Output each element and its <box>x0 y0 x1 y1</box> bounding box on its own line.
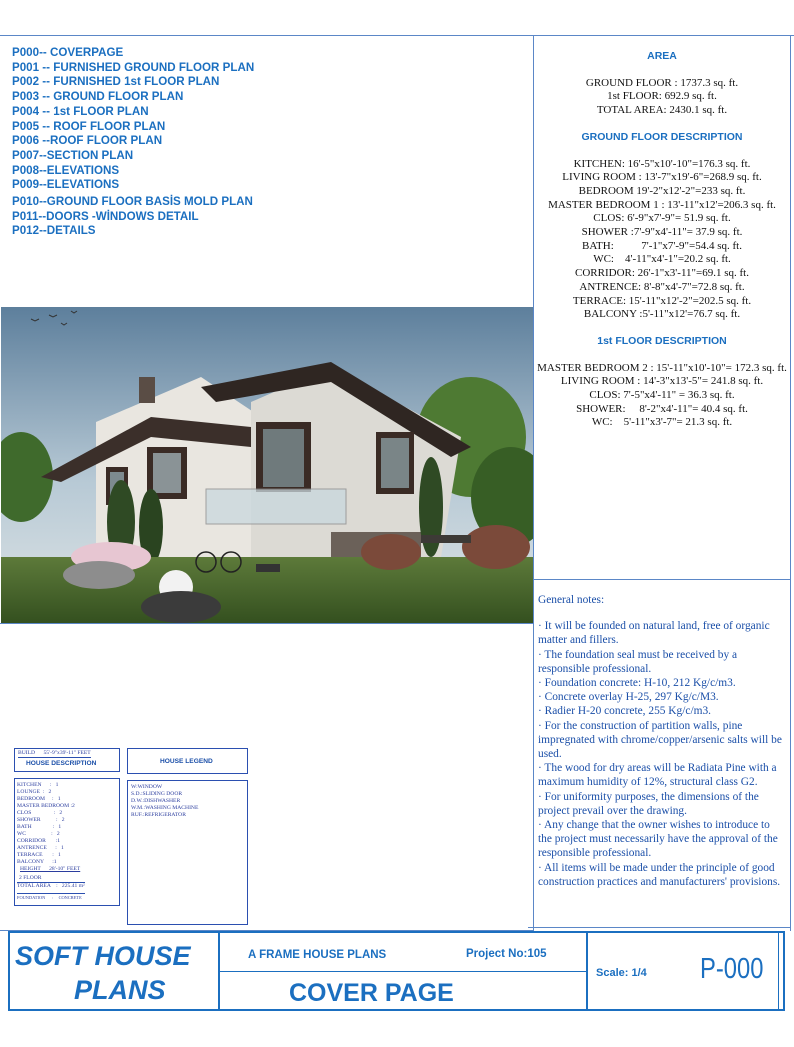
ground-floor-line: BALCONY :5'-11"x12'=76.7 sq. ft. <box>583 308 741 321</box>
sheet-index-item: P000-- COVERPAGE <box>12 46 124 59</box>
ground-floor-line: WC: 4'-11"x4'-1"=20.2 sq. ft. <box>593 253 731 266</box>
first-floor-line: MASTER BEDROOM 2 : 15'-11"x10'-10"= 172.3 sq. ft. <box>537 361 787 374</box>
sheet-index-item: P002 -- FURNISHED 1st FLOOR PLAN <box>12 75 220 89</box>
description-row: CLOS : 2 <box>17 810 63 816</box>
area-line: GROUND FLOOR : 1737.3 sq. ft. <box>585 76 739 89</box>
ground-floor-line: BEDROOM 19'-2"x12'-2"=233 sq. ft. <box>578 184 746 197</box>
house-description-header <box>14 748 120 772</box>
divider-notes <box>533 579 791 580</box>
ground-floor-line: CORRIDOR: 26'-1"x3'-11"=69.1 sq. ft. <box>575 267 749 280</box>
ground-floor-line: LIVING ROOM : 13'-7"x19'-6"=268.9 sq. ft. <box>562 171 762 184</box>
first-floor-line: LIVING ROOM : 14'-3"x13'-5"= 241.8 sq. ft. <box>560 375 764 388</box>
floors-row: 2 FLOOR <box>19 875 42 881</box>
first-floor-line: WC: 5'-11"x3'-7"= 21.3 sq. ft. <box>591 416 733 429</box>
project-name: A FRAME HOUSE PLANS <box>248 949 387 961</box>
scale-label: Scale: 1/4 <box>596 967 647 979</box>
first-floor-line: SHOWER: 8'-2"x4'-11"= 40.4 sq. ft. <box>576 402 748 415</box>
brand-line-2: PLANS <box>74 975 166 1005</box>
brand-line-1: SOFT HOUSE <box>15 941 191 971</box>
house-description-heading: HOUSE DESCRIPTION <box>26 760 97 767</box>
description-row: MASTER BEDROOM :2 <box>17 803 75 809</box>
sheet-index <box>12 46 254 239</box>
house-legend-heading: HOUSE LEGEND <box>160 758 213 765</box>
legend-row: W.M.:WASHING MACHINE <box>131 805 199 811</box>
ground-floor-line: TERRACE: 15'-11"x12'-2"=202.5 sq. ft. <box>572 294 752 307</box>
legend-row: S.D.:SLIDING DOOR <box>131 791 183 797</box>
general-notes <box>538 593 784 889</box>
note-item: · Radier H-20 concrete, 255 Kg/c/m3. <box>538 705 712 718</box>
frame-top <box>0 35 794 36</box>
note-item: · For uniformity purposes, the dimensions of the project prevail over the drawing. <box>538 790 759 817</box>
house-description-table <box>14 778 120 906</box>
divider-photo-bottom <box>0 623 534 624</box>
divider-notes-bottom <box>528 927 791 928</box>
legend-row: D.W.:DISHWASHER <box>131 798 181 804</box>
build-size: BUILD 55'-9"x39'-11" FEET <box>18 750 91 756</box>
title-block-divider <box>220 971 586 972</box>
ground-floor-line: BATH: 7'-1"x7'-9"=54.4 sq. ft. <box>581 239 742 252</box>
note-item: · Any change that the owner wishes to introduce to the project must necessarily have the approval of the responsible professional. <box>538 819 778 860</box>
ground-floor-line: KITCHEN: 16'-5"x10'-10"=176.3 sq. ft. <box>573 157 751 170</box>
sheet-index-item: P012--DETAILS <box>12 224 96 238</box>
sheet-index-item: P009--ELEVATIONS <box>12 178 120 192</box>
description-row: TERRACE : 1 <box>17 852 61 858</box>
area-panel <box>533 50 791 430</box>
sheet-index-item: P004 -- 1st FLOOR PLAN <box>12 104 149 118</box>
sheet-index-item: P001 -- FURNISHED GROUND FLOOR PLAN <box>12 60 255 74</box>
sheet-index-item: P003 -- GROUND FLOOR PLAN <box>12 90 184 104</box>
description-row: BATH : 1 <box>17 824 62 830</box>
area-heading: AREA <box>647 50 677 62</box>
description-row: BEDROOM : 1 <box>17 796 61 802</box>
description-row: CORRIDOR :1 <box>17 838 61 844</box>
first-floor-line: CLOS: 7'-5"x4'-11" = 36.3 sq. ft. <box>589 389 735 402</box>
foundation-row: FOUNDATION : CONCRETE <box>17 893 85 901</box>
title-block <box>8 931 785 1011</box>
note-item: · The wood for dry areas will be Radiata Pine with a maximum humidity of 12%, structural class G2. <box>538 762 777 789</box>
description-row: WC : 2 <box>17 831 60 837</box>
ground-floor-line: MASTER BEDROOM 1 : 13'-11"x12'=206.3 sq. ft. <box>548 198 776 211</box>
ground-floor-line: SHOWER :7'-9"x4'-11"= 37.9 sq. ft. <box>581 226 743 239</box>
note-item: · It will be founded on natural land, free of organic matter and fillers. <box>538 620 770 647</box>
note-item: · Foundation concrete: H-10, 212 Kg/c/m3. <box>538 677 736 690</box>
sheet-index-item: P011--DOORS -WİNDOWS DETAIL <box>12 209 199 223</box>
house-legend-table <box>127 780 248 925</box>
sheet-index-item: P010--GROUND FLOOR BASİS MOLD PLAN <box>12 195 253 209</box>
description-row: ANTRENCE : 1 <box>17 845 64 851</box>
description-row: LOUNGE : 2 <box>17 789 52 795</box>
ground-floor-heading: GROUND FLOOR DESCRIPTION <box>581 130 743 143</box>
general-notes-title: General notes: <box>538 594 605 606</box>
sheet-number: P-000 <box>700 953 764 985</box>
sheet-index-item: P007--SECTION PLAN <box>12 148 134 162</box>
legend-row: RUF.:REFRIGERATOR <box>131 812 186 818</box>
note-item: · Concrete overlay H-25, 297 Kg/c/M3. <box>538 691 719 704</box>
sheet-index-item: P006 --ROOF FLOOR PLAN <box>12 134 163 148</box>
sheet-title: COVER PAGE <box>289 979 454 1007</box>
area-line: 1st FLOOR: 692.9 sq. ft. <box>607 90 717 103</box>
title-block-divider <box>778 933 779 1009</box>
ground-floor-line: CLOS: 6'-9"x7'-9"= 51.9 sq. ft. <box>593 212 731 225</box>
sheet-index-item: P008--ELEVATIONS <box>12 163 120 177</box>
project-number: Project No:105 <box>466 948 547 960</box>
legend-row: W:WINDOW <box>131 784 163 790</box>
area-line: TOTAL AREA: 2430.1 sq. ft. <box>596 104 728 117</box>
description-row: BALCONY :1 <box>17 859 57 865</box>
height-row: HEIGHT 28'-10" FEET <box>20 866 81 872</box>
house-legend-header <box>127 748 248 774</box>
note-item: · The foundation seal must be received by a responsible professional. <box>538 648 738 675</box>
description-row: KITCHEN : 1 <box>17 782 59 788</box>
description-row: SHOWER : 2 <box>17 817 65 823</box>
title-block-divider <box>586 933 588 1009</box>
ground-floor-line: ANTRENCE: 8'-8"x4'-7"=72.8 sq. ft. <box>579 280 745 293</box>
first-floor-heading: 1st FLOOR DESCRIPTION <box>597 334 727 347</box>
sheet-index-item: P005 -- ROOF FLOOR PLAN <box>12 119 166 133</box>
total-area-row: TOTAL AREA : 225.41 m² <box>17 883 85 889</box>
note-item: · For the construction of partition walls, pine impregnated with chrome/copper/arsenic salts will be used. <box>538 719 782 761</box>
note-item: · All items will be made under the principle of good construction practices and manufacturers' provisions. <box>538 861 781 888</box>
house-rendering <box>1 307 533 623</box>
